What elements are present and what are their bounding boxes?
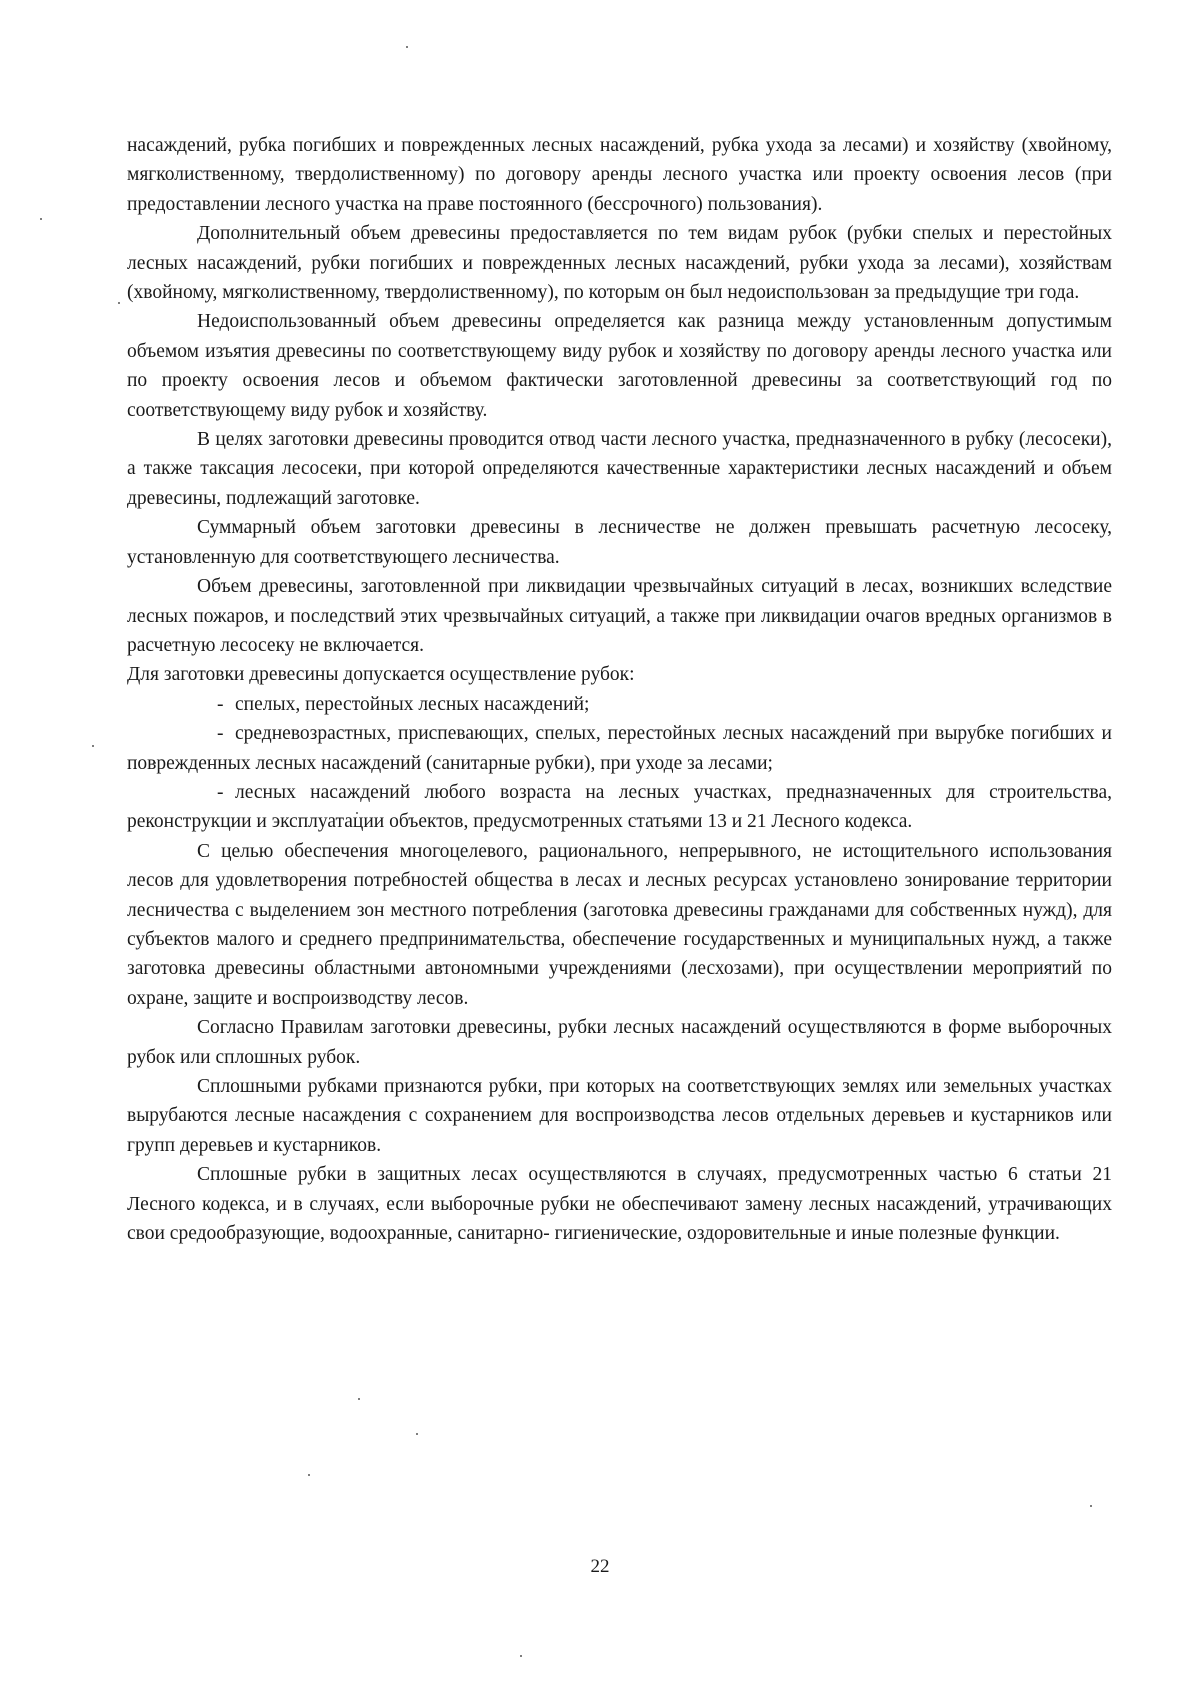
paragraph: Сплошными рубками признаются рубки, при которых на соответствующих землях или земельных участках вырубаются лесные насаждения с сохранением для воспроизводства лесов отдельных деревьев и кустарников или групп деревьев и кустарников. xyxy=(127,1076,1112,1156)
scan-speck xyxy=(406,46,408,48)
list-item xyxy=(127,690,1112,719)
list-item-text: спелых, перестойных лесных насаждений; xyxy=(235,693,590,715)
scan-speck xyxy=(40,218,42,220)
scan-speck xyxy=(92,745,94,747)
body-text xyxy=(127,131,1112,1248)
paragraph: насаждений, рубка погибших и поврежденных лесных насаждений, рубка ухода за лесами) и хозяйству (хвойному, мягколиственному, твердолиственному) по договору аренды лесного участка или проекту освоения лесов (при предоставлении лесного участка на праве постоянного (бессрочного) пользования). xyxy=(127,135,1112,215)
paragraph: С целью обеспечения многоцелевого, рационального, непрерывного, не истощительного использования лесов для удовлетворения потребностей общества в лесах и лесных ресурсах установлено зонирование территории лесничества с выделением зон местного потребления (заготовка древесины гражданами для собственных нужд), для субъектов малого и среднего предпринимательства, обеспечение государственных и муниципальных нужд, а также заготовка древесины областными автономными учреждениями (лесхозами), при осуществлении мероприятий по охране, защите и воспроизводству лесов. xyxy=(127,840,1112,1009)
paragraph: В целях заготовки древесины проводится отвод части лесного участка, предназначенного в рубку (лесосеки), а также таксация лесосеки, при которой определяются качественные характеристики лесных насаждений и объем древесины, подлежащий заготовке. xyxy=(127,429,1112,509)
list-item-text: лесных насаждений любого возраста на лесных участках, предназначенных для строительства, реконструкции и эксплуатации объектов, предусмотренных статьями 13 и 21 Лесного кодекса. xyxy=(127,781,1112,833)
scan-speck xyxy=(118,302,120,304)
scan-speck xyxy=(358,1398,360,1400)
list-dash: - xyxy=(217,723,224,745)
paragraph: Объем древесины, заготовленной при ликвидации чрезвычайных ситуаций в лесах, возникших вследствие лесных пожаров, и последствий этих чрезвычайных ситуаций, а также при ликвидации очагов вредных организмов в расчетную лесосеку не включается. xyxy=(127,576,1112,656)
paragraph: Сплошные рубки в защитных лесах осуществляются в случаях, предусмотренных частью 6 статьи 21 Лесного кодекса, и в случаях, если выборочные рубки не обеспечивают замену лесных насаждений, утрачивающих свои средообразующие, водоохранные, санитарно- гигиенические, оздоровительные и иные полезные функции. xyxy=(127,1164,1112,1245)
page-number: 22 xyxy=(590,1556,610,1577)
paragraph: Дополнительный объем древесины предоставляется по тем видам рубок (рубки спелых и перестойных лесных насаждений, рубки погибших и поврежденных лесных насаждений, рубки ухода за лесами), хозяйствам (хвойному, мягколиственному, твердолиственному), по которым он был недоиспользован за предыдущие три года. xyxy=(127,223,1112,304)
paragraph: Согласно Правилам заготовки древесины, рубки лесных насаждений осуществляются в форме выборочных рубок или сплошных рубок. xyxy=(127,1017,1112,1068)
paragraph: Суммарный объем заготовки древесины в лесничестве не должен превышать расчетную лесосеку, установленную для соответствующего лесничества. xyxy=(127,517,1112,568)
scan-speck xyxy=(1090,1505,1092,1507)
scan-speck xyxy=(416,1433,418,1435)
scan-speck xyxy=(308,1474,310,1476)
list-dash: - xyxy=(217,781,224,803)
list-item-text: средневозрастных, приспевающих, спелых, перестойных лесных насаждений при вырубке погибших и поврежденных лесных насаждений (санитарные рубки), при уходе за лесами; xyxy=(127,723,1112,774)
paragraph: Для заготовки древесины допускается осуществление рубок: xyxy=(127,664,635,686)
list-dash: - xyxy=(217,693,224,715)
scan-speck xyxy=(520,1655,522,1657)
list-item xyxy=(127,778,1112,837)
paragraph: Недоиспользованный объем древесины определяется как разница между установленным допустимым объемом изъятия древесины по соответствующему виду рубок и хозяйству по договору аренды лесного участка или по проекту освоения лесов и объемом фактически заготовленной древесины за соответствующий год по соответствующему виду рубок и хозяйству. xyxy=(127,311,1112,421)
list-item xyxy=(127,719,1112,778)
